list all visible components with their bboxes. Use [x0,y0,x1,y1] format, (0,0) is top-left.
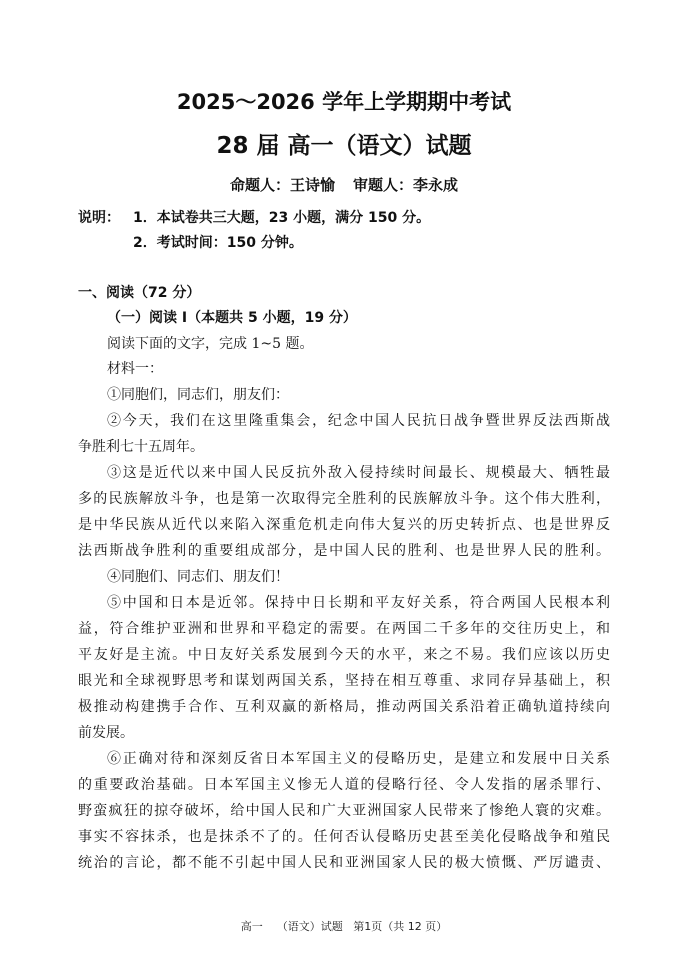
passage-line: ⑤中国和日本是近邻。保持中日长期和平友好关系，符合两国人民根本利 [107,595,610,611]
author-name: 命题人：王诗愉 [229,176,335,194]
authors-line [0,174,688,195]
passage-line: 法西斯战争胜利的重要组成部分，是中国人民的胜利、也是世界人民的胜利。 [78,543,610,559]
notes-item-1: 1．本试卷共三大题，23 小题，满分 150 分。 [133,210,431,226]
passage-line: 的重要政治基础。日本军国主义惨无人道的侵略行径、令人发指的屠杀罪行、 [78,777,610,793]
material-label: 材料一： [107,361,163,377]
passage-line: 眼光和全球视野思考和谋划两国关系，坚持在相互尊重、求同存异基础上，积 [78,673,610,689]
passage-line: 统治的言论，都不能不引起中国人民和亚洲国家人民的极大愤慨、严厉谴责、 [78,855,610,871]
passage-line: ③这是近代以来中国人民反抗外敌入侵持续时间最长、规模最大、牺牲最 [107,465,610,481]
passage-line: 极推动构建携手合作、互利双赢的新格局，推动两国关系沿着正确轨道持续向 [78,699,610,715]
notes-label: 说明： [78,210,120,226]
page-footer: 高一 （语文）试题 第1页（共 12 页） [240,920,448,933]
passage-line: ②今天，我们在这里隆重集会，纪念中国人民抗日战争暨世界反法西斯战 [107,413,610,429]
passage-line: ④同胞们、同志们、朋友们！ [107,569,289,585]
subsection-heading: （一）阅读 I（本题共 5 小题，19 分） [107,310,357,326]
passage-line: 多的民族解放斗争，也是第一次取得完全胜利的民族解放斗争。这个伟大胜利， [78,491,610,507]
reviewer-name: 审题人：李永成 [353,176,459,194]
passage-line: ⑥正确对待和深刻反省日本军国主义的侵略历史，是建立和发展中日关系 [107,751,610,767]
passage-line: 益，符合维护亚洲和世界和平稳定的需要。在两国二千多年的交往历史上，和 [78,621,610,637]
section-heading: 一、阅读（72 分） [78,285,201,301]
passage-line: 前发展。 [78,725,134,741]
passage-line: 野蛮疯狂的掠夺破坏，给中国人民和广大亚洲国家人民带来了惨绝人寰的灾难。 [78,803,610,819]
passage-line: 是中华民族从近代以来陷入深重危机走向伟大复兴的历史转折点、也是世界反 [78,517,610,533]
passage-line: ①同胞们，同志们，朋友们： [107,387,289,403]
notes-item-2: 2．考试时间：150 分钟。 [133,235,303,251]
passage-line: 事实不容抹杀，也是抹杀不了的。任何否认侵略历史甚至美化侵略战争和殖民 [78,829,610,845]
passage-line: 平友好是主流。中日友好关系发展到今天的水平，来之不易。我们应该以历史 [78,647,610,663]
passage-line: 争胜利七十五周年。 [78,439,204,455]
exam-subtitle: 28 届 高一（语文）试题 [216,133,472,159]
exam-title: 2025～2026 学年上学期期中考试 [176,90,512,114]
passage-instruction: 阅读下面的文字，完成 1~5 题。 [107,336,314,352]
